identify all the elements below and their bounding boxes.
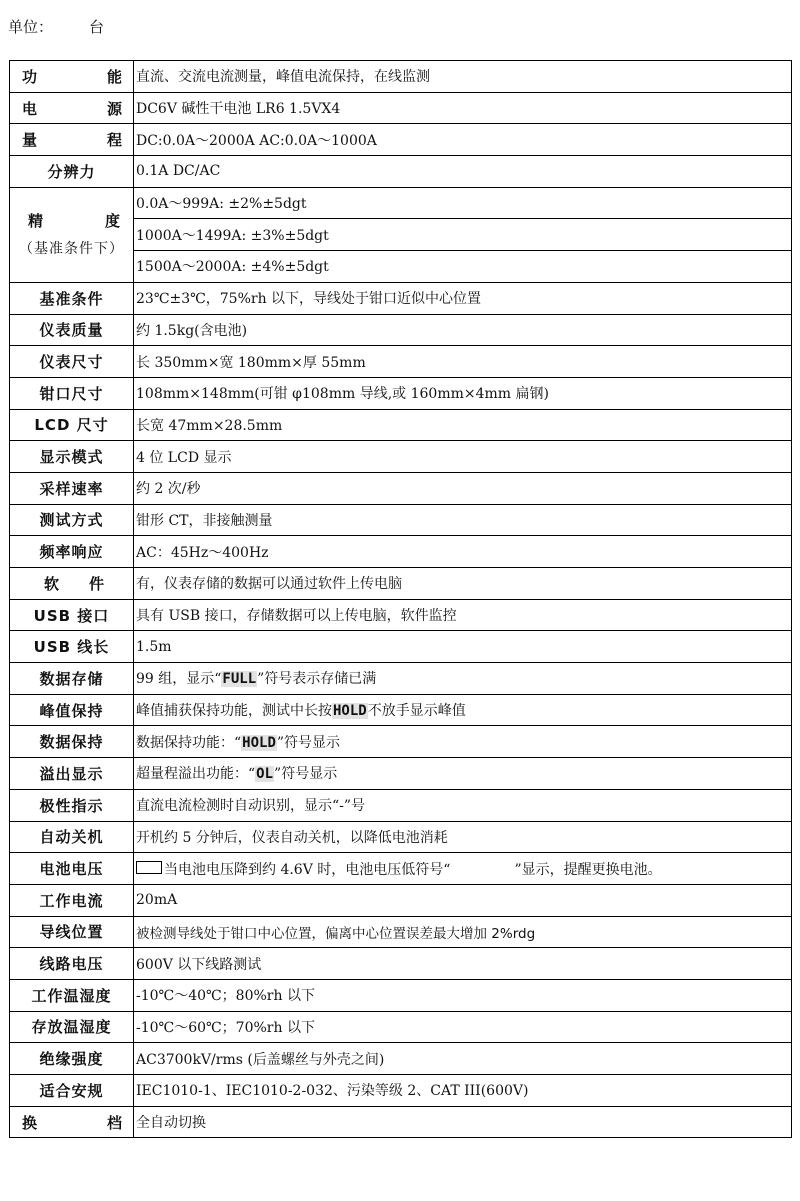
row-label: 基准条件 xyxy=(10,282,134,314)
unit-label: 单位： xyxy=(8,18,54,36)
label-char: 程 xyxy=(106,131,123,150)
table-row xyxy=(10,694,792,726)
table-row xyxy=(10,1075,792,1107)
table-row xyxy=(10,599,792,631)
table-row xyxy=(10,568,792,600)
value-text: ”符号表示存储已满 xyxy=(257,671,377,688)
accuracy-label xyxy=(10,187,134,282)
row-value: 具有 USB 接口，存储数据可以上传电脑，软件监控 xyxy=(134,599,792,631)
table-row xyxy=(10,979,792,1011)
table-row xyxy=(10,314,792,346)
row-value: 23℃±3℃，75%rh 以下，导线处于钳口近似中心位置 xyxy=(134,282,792,314)
row-label: 存放温湿度 xyxy=(10,1011,134,1043)
battery-icon xyxy=(136,861,162,874)
row-label: 线路电压 xyxy=(10,948,134,980)
row-value: -10℃～40℃；80%rh 以下 xyxy=(134,979,792,1011)
row-value: 约 1.5kg(含电池) xyxy=(134,314,792,346)
table-row xyxy=(10,504,792,536)
row-label: 数据存储 xyxy=(10,663,134,695)
row-value xyxy=(134,853,792,885)
row-label: 自动关机 xyxy=(10,821,134,853)
row-value: -10℃～60℃；70%rh 以下 xyxy=(134,1011,792,1043)
row-label: 仪表质量 xyxy=(10,314,134,346)
table-row xyxy=(10,1043,792,1075)
lcd-symbol-ol: OL xyxy=(256,766,274,783)
label-char: 电 xyxy=(22,99,39,118)
label-char: 源 xyxy=(106,99,123,118)
table-row xyxy=(10,948,792,980)
row-value: 108mm×148mm(可钳 φ108mm 导线,或 160mm×4mm 扁钢) xyxy=(134,377,792,409)
lcd-symbol-full: FULL xyxy=(222,671,257,688)
table-row xyxy=(10,916,792,948)
table-row xyxy=(10,92,792,124)
value-text: 超量程溢出功能：“ xyxy=(136,766,256,783)
label-char: 能 xyxy=(106,67,123,86)
row-label: 溢出显示 xyxy=(10,758,134,790)
row-value xyxy=(134,694,792,726)
label-char: 度 xyxy=(104,211,121,230)
table-row xyxy=(10,377,792,409)
row-value: IEC1010-1、IEC1010-2-032、污染等级 2、CAT III(600V) xyxy=(134,1075,792,1107)
table-row xyxy=(10,156,792,188)
row-label: LCD 尺寸 xyxy=(10,409,134,441)
row-label xyxy=(10,61,134,93)
row-label: 绝缘强度 xyxy=(10,1043,134,1075)
label-char: 软 xyxy=(44,574,61,593)
value-text: 数据保持功能：“ xyxy=(136,734,242,751)
row-label: 钳口尺寸 xyxy=(10,377,134,409)
table-row xyxy=(10,124,792,156)
label-char: 量 xyxy=(22,131,39,150)
row-label: USB 接口 xyxy=(10,599,134,631)
table-row xyxy=(10,441,792,473)
unit-value: 台 xyxy=(89,18,105,36)
lcd-symbol-hold: HOLD xyxy=(242,734,276,751)
accuracy-line: 0.0A～999A: ±2%±5dgt xyxy=(134,187,792,219)
row-value: 被检测导线处于钳口中心位置，偏离中心位置误差最大增加 2%rdg xyxy=(134,916,792,948)
table-row xyxy=(10,536,792,568)
row-value xyxy=(134,726,792,758)
lcd-symbol-hold: HOLD xyxy=(333,703,367,720)
row-value: DC6V 碱性干电池 LR6 1.5VX4 xyxy=(134,92,792,124)
spec-table xyxy=(9,60,792,1138)
label-char: 功 xyxy=(22,67,39,86)
row-label: 峰值保持 xyxy=(10,694,134,726)
row-value: 4 位 LCD 显示 xyxy=(134,441,792,473)
value-text: 99 组，显示“ xyxy=(136,671,222,688)
row-value: 约 2 次/秒 xyxy=(134,472,792,504)
row-value: 1.5m xyxy=(134,631,792,663)
table-row xyxy=(10,758,792,790)
row-label xyxy=(10,92,134,124)
table-row xyxy=(10,409,792,441)
row-label: 导线位置 xyxy=(10,916,134,948)
row-label: 适合安规 xyxy=(10,1075,134,1107)
row-value: 开机约 5 分钟后，仪表自动关机，以降低电池消耗 xyxy=(134,821,792,853)
table-row xyxy=(10,1011,792,1043)
value-text: 峰值捕获保持功能，测试中长按 xyxy=(136,703,332,720)
row-label: 测试方式 xyxy=(10,504,134,536)
row-label: 采样速率 xyxy=(10,472,134,504)
row-label xyxy=(10,1106,134,1138)
label-char: 档 xyxy=(106,1113,123,1132)
table-row xyxy=(10,789,792,821)
row-label: 频率响应 xyxy=(10,536,134,568)
row-label: 仪表尺寸 xyxy=(10,346,134,378)
accuracy-line: 1500A～2000A: ±4%±5dgt xyxy=(134,251,792,283)
accuracy-sublabel: （基准条件下） xyxy=(19,240,124,257)
unit-line xyxy=(8,16,104,37)
row-label xyxy=(10,568,134,600)
row-value: 20mA xyxy=(134,884,792,916)
table-row xyxy=(10,472,792,504)
row-value: 直流电流检测时自动识别，显示“-”号 xyxy=(134,789,792,821)
row-value: 有，仪表存储的数据可以通过软件上传电脑 xyxy=(134,568,792,600)
table-row xyxy=(10,346,792,378)
row-value: 长 350mm×宽 180mm×厚 55mm xyxy=(134,346,792,378)
table-row xyxy=(10,61,792,93)
table-row xyxy=(10,187,792,219)
row-value: 600V 以下线路测试 xyxy=(134,948,792,980)
row-value: 0.1A DC/AC xyxy=(134,156,792,188)
row-value: 全自动切换 xyxy=(134,1106,792,1138)
value-text: 不放手显示峰值 xyxy=(367,703,466,720)
row-label: 数据保持 xyxy=(10,726,134,758)
row-label: 电池电压 xyxy=(10,853,134,885)
row-label: 分辨力 xyxy=(10,156,134,188)
label-char: 件 xyxy=(88,574,105,593)
row-label: 显示模式 xyxy=(10,441,134,473)
row-value: AC：45Hz～400Hz xyxy=(134,536,792,568)
table-row xyxy=(10,1106,792,1138)
accuracy-line: 1000A～1499A: ±3%±5dgt xyxy=(134,219,792,251)
label-char: 精 xyxy=(28,211,45,230)
row-value: 直流、交流电流测量，峰值电流保持，在线监测 xyxy=(134,61,792,93)
row-value: AC3700kV/rms (后盖螺丝与外壳之间) xyxy=(134,1043,792,1075)
row-value: 长宽 47mm×28.5mm xyxy=(134,409,792,441)
row-value: DC:0.0A～2000A AC:0.0A～1000A xyxy=(134,124,792,156)
table-row xyxy=(10,821,792,853)
value-text: ”符号显示 xyxy=(274,766,338,783)
row-value: 钳形 CT，非接触测量 xyxy=(134,504,792,536)
row-label: 工作温湿度 xyxy=(10,979,134,1011)
value-text: ”符号显示 xyxy=(276,734,341,751)
table-row xyxy=(10,663,792,695)
table-row xyxy=(10,631,792,663)
label-char: 换 xyxy=(22,1113,39,1132)
table-row xyxy=(10,282,792,314)
row-label: 极性指示 xyxy=(10,789,134,821)
row-value xyxy=(134,758,792,790)
row-label xyxy=(10,124,134,156)
row-label: USB 线长 xyxy=(10,631,134,663)
table-row xyxy=(10,726,792,758)
value-text: 当电池电压降到约 4.6V 时，电池电压低符号“ xyxy=(164,861,451,878)
row-label: 工作电流 xyxy=(10,884,134,916)
table-row xyxy=(10,853,792,885)
value-text: ”显示，提醒更换电池。 xyxy=(514,861,662,878)
table-row xyxy=(10,884,792,916)
row-value xyxy=(134,663,792,695)
